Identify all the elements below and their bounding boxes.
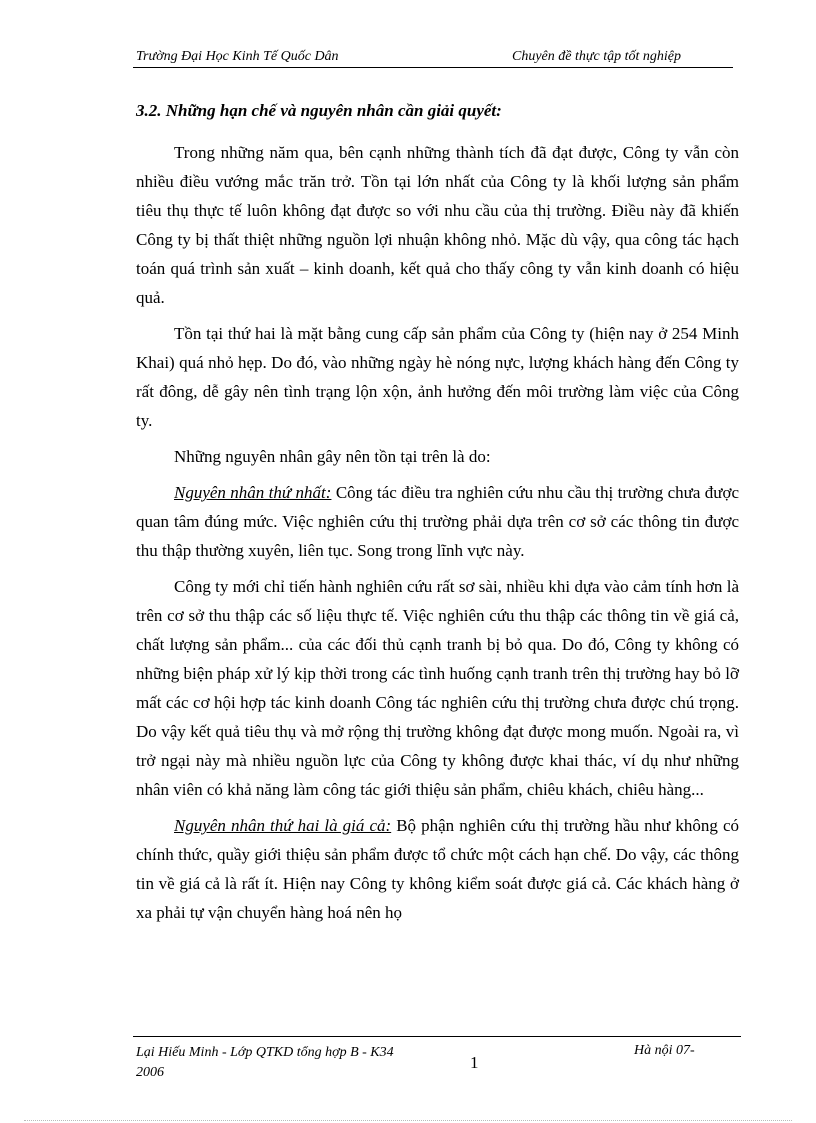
- paragraph-6: [136, 811, 739, 927]
- cause-two-label: Nguyên nhân thứ hai là giá cả:: [174, 816, 392, 835]
- paragraph-5: Công ty mới chỉ tiến hành nghiên cứu rất sơ sài, nhiều khi dựa vào cảm tính hơn là trên cơ sở thu thập các số liệu thực tế. Việc nghiên cứu thu thập các thông tin về giá cả, chất lượng sản phẩm... của các đối thủ cạnh tranh bị bỏ qua. Do đó, Công ty không có những biện pháp xử lý kịp thời trong các tình huống cạnh tranh trên thị trường hay bỏ lỡ mất các cơ hội hợp tác kinh doanh Công tác nghiên cứu thị trường chưa được chú trọng. Do vậy kết quả tiêu thụ và mở rộng thị trường không đạt được mong muốn. Ngoài ra, vì trở ngại này mà nhiều nguồn lực của Công ty không được khai thác, ví dụ như những nhân viên có khả năng làm công tác giới thiệu sản phẩm, chiêu khách, chiêu hàng...: [136, 577, 739, 799]
- cause-one-label: Nguyên nhân thứ nhất:: [174, 483, 332, 502]
- header-divider: [133, 67, 733, 68]
- body-text: [136, 138, 739, 934]
- footer-divider: [133, 1036, 741, 1037]
- footer-author-block: [136, 1043, 456, 1083]
- footer-year: 2006: [136, 1065, 164, 1080]
- cause-two-text: Bộ phận nghiên cứu thị trường hầu như không có chính thức, quầy giới thiệu sản phẩm được tổ chức một cách hạn chế. Do vậy, các thông tin về giá cả là rất ít. Hiện nay Công ty không kiểm soát được giá cả. Các khách hàng ở xa phải tự vận chuyển hàng hoá nên họ: [136, 816, 739, 922]
- paragraph-1: Trong những năm qua, bên cạnh những thành tích đã đạt được, Công ty vẫn còn nhiều điều vướng mắc trăn trở. Tồn tại lớn nhất của Công ty là khối lượng sản phẩm tiêu thụ thực tế luôn không đạt được so với nhu cầu của thị trường. Điều này đã khiến Công ty bị thất thiệt những nguồn lợi nhuận không nhỏ. Mặc dù vậy, qua công tác hạch toán quá trình sản xuất – kinh doanh, kết quả cho thấy công ty vẫn kinh doanh có hiệu quả.: [136, 143, 739, 307]
- paragraph-4: [136, 478, 739, 565]
- paragraph-3: Những nguyên nhân gây nên tồn tại trên là do:: [174, 447, 491, 466]
- paragraph-2: Tồn tại thứ hai là mặt bằng cung cấp sản phẩm của Công ty (hiện nay ở 254 Minh Khai) quá nhỏ hẹp. Do đó, vào những ngày hè nóng nực, lượng khách hàng đến Công ty rất đông, dễ gây nên tình trạng lộn xộn, ảnh hưởng đến môi trường làm việc của Công ty.: [136, 324, 739, 430]
- header-school: Trường Đại Học Kinh Tế Quốc Dân: [136, 49, 339, 64]
- page-number: 1: [470, 1053, 479, 1072]
- footer-author: Lại Hiếu Minh - Lớp QTKD tổng hợp B - K34: [136, 1045, 394, 1060]
- page-bottom-dotted-line: [24, 1120, 792, 1121]
- header-report-type: Chuyên đề thực tập tốt nghiệp: [512, 49, 681, 64]
- footer-place-date: Hà nội 07-: [634, 1043, 695, 1058]
- section-heading: 3.2. Những hạn chế và nguyên nhân cần giải quyết:: [136, 101, 502, 120]
- cause-one-text: Công tác điều tra nghiên cứu nhu cầu thị trường chưa được quan tâm đúng mức. Việc nghiên cứu thị trường phải dựa trên cơ sở các thông tin được thu thập thường xuyên, liên tục. Song trong lĩnh vực này.: [136, 483, 739, 560]
